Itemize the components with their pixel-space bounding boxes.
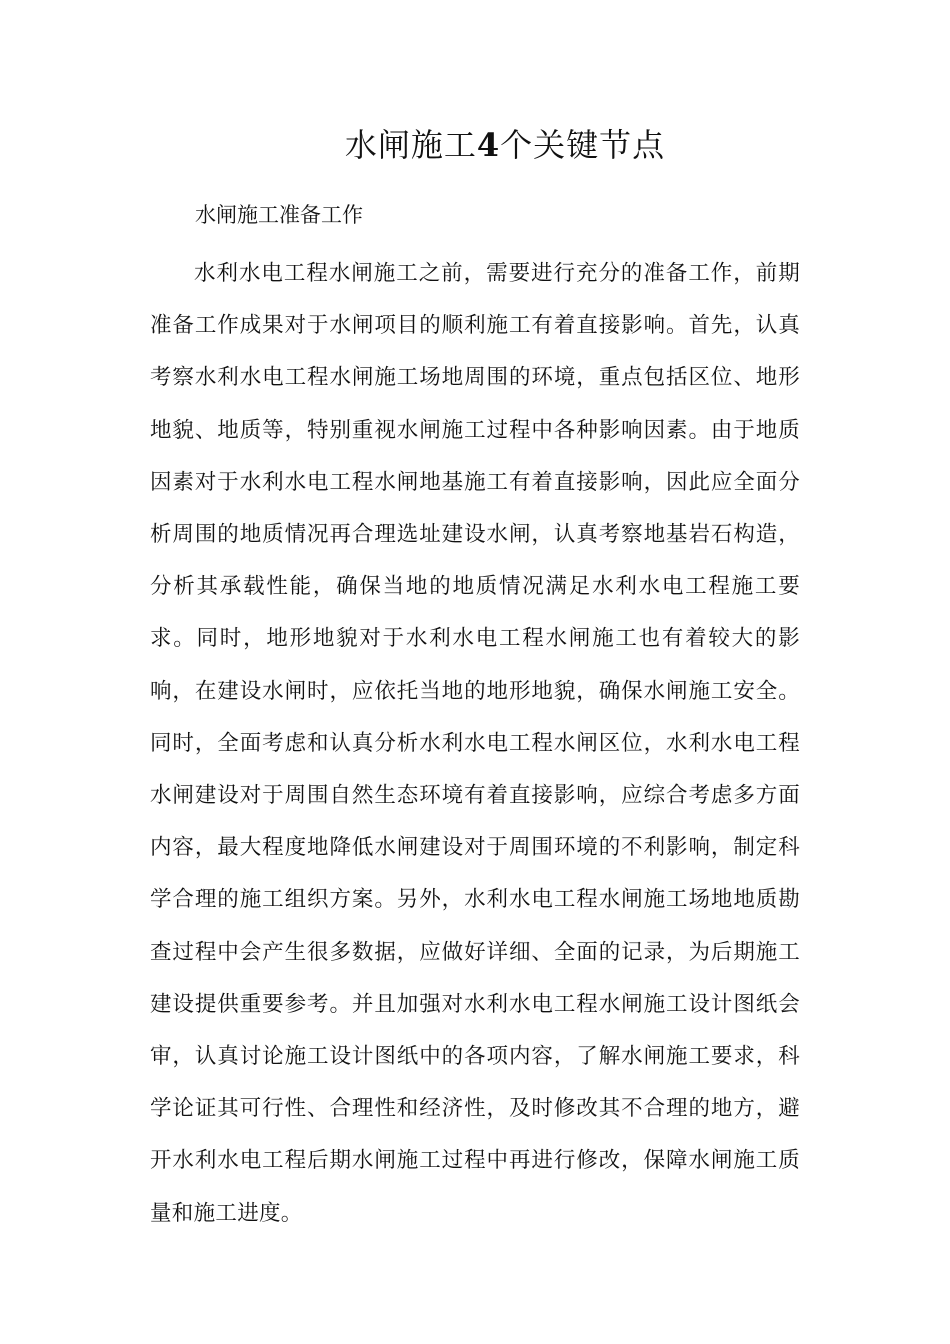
section-heading: 水闸施工准备工作: [195, 203, 363, 227]
body-paragraph: 水利水电工程水闸施工之前，需要进行充分的准备工作，前期准备工作成果对于水闸项目的顺利施工有着直接影响。首先，认真考察水利水电工程水闸施工场地周围的环境，重点包括区位、地形地貌、地质等，特别重视水闸施工过程中各种影响因素。由于地质因素对于水利水电工程水闸地基施工有着直接影响，因此应全面分析周围的地质情况再合理选址建设水闸，认真考察地基岩石构造，分析其承载性能，确保当地的地质情况满足水利水电工程施工要求。同时，地形地貌对于水利水电工程水闸施工也有着较大的影响，在建设水闸时，应依托当地的地形地貌，确保水闸施工安全。同时，全面考虑和认真分析水利水电工程水闸区位，水利水电工程水闸建设对于周围自然生态环境有着直接影响，应综合考虑多方面内容，最大程度地降低水闸建设对于周围环境的不利影响，制定科学合理的施工组织方案。另外，水利水电工程水闸施工场地地质勘查过程中会产生很多数据，应做好详细、全面的记录，为后期施工建设提供重要参考。并且加强对水利水电工程水闸施工设计图纸会审，认真讨论施工设计图纸中的各项内容，了解水闸施工要求，科学论证其可行性、合理性和经济性，及时修改其不合理的地方，避开水利水电工程后期水闸施工过程中再进行修改，保障水闸施工质量和施工进度。: [150, 261, 800, 1226]
title-prefix: 水闸施工: [344, 126, 477, 164]
document-title: [0, 120, 950, 170]
title-number: 4: [476, 126, 501, 164]
title-suffix: 个关键节点: [500, 126, 666, 164]
